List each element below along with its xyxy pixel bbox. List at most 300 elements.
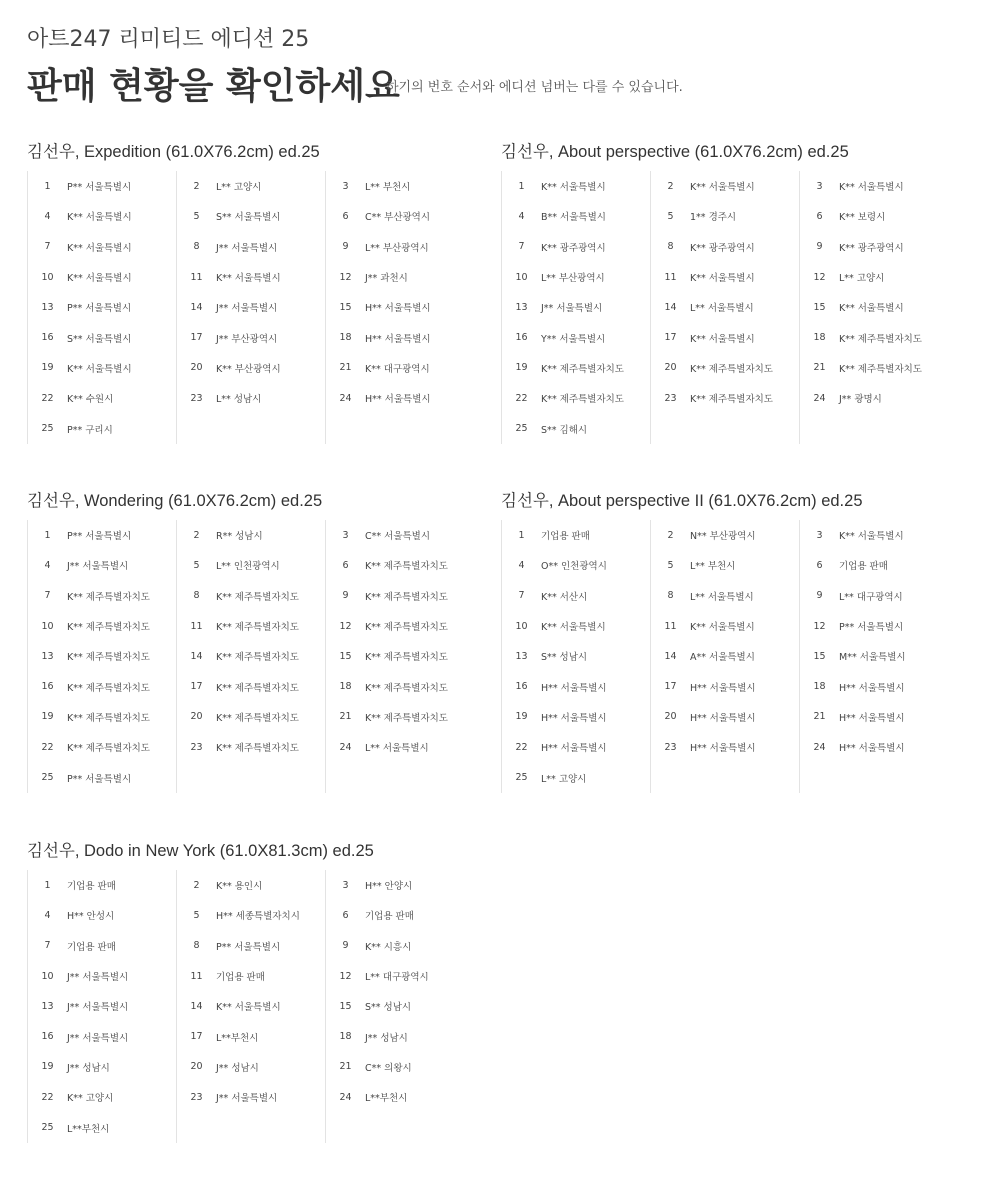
list-item — [326, 262, 474, 292]
buyer-location: J** 성남시 — [216, 1062, 259, 1074]
list-item — [326, 991, 474, 1021]
buyer-location: O** 인천광역시 — [541, 561, 607, 573]
list-item — [28, 1112, 176, 1142]
edition-number: 3 — [342, 879, 349, 891]
list-item — [502, 550, 650, 580]
edition-number: 6 — [816, 559, 823, 571]
buyer-location: L** 부산광역시 — [541, 273, 605, 285]
edition-number: 12 — [813, 620, 826, 632]
edition-number: 2 — [667, 180, 674, 192]
list-item — [326, 671, 474, 701]
edition-number: 21 — [339, 362, 352, 374]
buyer-location: P** 서울특별시 — [67, 531, 132, 543]
sales-column — [650, 520, 799, 793]
edition-number: 2 — [193, 180, 200, 192]
list-item — [326, 171, 474, 201]
buyer-location: K** 제주특별자치도 — [67, 652, 150, 664]
section-title: 김선우, About perspective II (61.0X76.2cm) ed.25 — [501, 492, 863, 510]
list-item — [177, 171, 325, 201]
edition-number: 6 — [342, 559, 349, 571]
buyer-location: K** 제주특별자치도 — [365, 712, 448, 724]
edition-number: 7 — [518, 590, 525, 602]
buyer-location: H** 서울특별시 — [839, 743, 905, 755]
buyer-location: C** 서울특별시 — [365, 531, 431, 543]
list-item — [28, 1021, 176, 1051]
edition-number: 18 — [813, 681, 826, 693]
sales-column — [799, 520, 948, 793]
edition-number: 9 — [342, 940, 349, 952]
list-item — [502, 641, 650, 671]
buyer-location: J** 광명시 — [839, 394, 882, 406]
buyer-location: J** 서울특별시 — [67, 1032, 129, 1044]
sales-column — [799, 171, 948, 444]
buyer-location: K** 서울특별시 — [216, 273, 281, 285]
buyer-location: H** 안성시 — [67, 911, 115, 923]
buyer-location: K** 서울특별시 — [839, 303, 904, 315]
buyer-location: P** 서울특별시 — [67, 303, 132, 315]
buyer-location: K** 제주특별자치도 — [67, 591, 150, 603]
edition-number: 10 — [515, 620, 528, 632]
list-item — [326, 870, 474, 900]
edition-number: 22 — [515, 741, 528, 753]
edition-number: 4 — [518, 559, 525, 571]
edition-number: 1 — [44, 529, 51, 541]
list-item — [28, 1052, 176, 1082]
edition-number: 20 — [664, 362, 677, 374]
sales-columns — [27, 870, 474, 1143]
list-item — [28, 702, 176, 732]
edition-number: 6 — [342, 909, 349, 921]
buyer-location: K** 광주광역시 — [839, 242, 904, 254]
sales-columns — [501, 171, 948, 444]
edition-number: 9 — [816, 241, 823, 253]
list-item — [651, 671, 799, 701]
buyer-location: H** 서울특별시 — [541, 682, 607, 694]
edition-number: 5 — [193, 909, 200, 921]
list-item — [502, 611, 650, 641]
buyer-location: K** 서울특별시 — [216, 1002, 281, 1014]
page-subtitle: 아트247 리미티드 에디션 25 — [27, 27, 310, 52]
buyer-location: K** 제주특별자치도 — [839, 363, 922, 375]
buyer-location: K** 서울특별시 — [690, 333, 755, 345]
buyer-location: K** 서산시 — [541, 591, 588, 603]
edition-number: 20 — [664, 711, 677, 723]
edition-section-about-perspective-ii — [501, 489, 906, 785]
section-title: 김선우, About perspective (61.0X76.2cm) ed.25 — [501, 143, 849, 161]
buyer-location: C** 부산광역시 — [365, 212, 431, 224]
buyer-location: H** 서울특별시 — [690, 682, 756, 694]
list-item — [326, 520, 474, 550]
edition-number: 11 — [664, 271, 677, 283]
edition-number: 25 — [41, 772, 54, 784]
buyer-location: K** 서울특별시 — [839, 182, 904, 194]
edition-number: 3 — [816, 180, 823, 192]
list-item — [28, 931, 176, 961]
buyer-location: K** 제주특별자치도 — [365, 652, 448, 664]
buyer-location: P** 서울특별시 — [67, 773, 132, 785]
edition-number: 17 — [664, 681, 677, 693]
list-item — [800, 671, 948, 701]
page-title: 판매 현황을 확인하세요 — [27, 66, 400, 107]
buyer-location: J** 서울특별시 — [67, 1002, 129, 1014]
buyer-location: L** 고양시 — [839, 273, 885, 285]
edition-number: 10 — [515, 271, 528, 283]
edition-number: 23 — [190, 1091, 203, 1103]
edition-number: 14 — [190, 650, 203, 662]
list-item — [800, 322, 948, 352]
buyer-location: K** 제주특별자치도 — [541, 363, 624, 375]
edition-section-about-perspective — [501, 140, 922, 436]
buyer-location: P** 서울특별시 — [67, 182, 132, 194]
edition-number: 5 — [667, 559, 674, 571]
list-item — [177, 581, 325, 611]
buyer-location: Y** 서울특별시 — [541, 333, 606, 345]
buyer-location: K** 제주특별자치도 — [67, 743, 150, 755]
buyer-location: L** 서울특별시 — [690, 303, 754, 315]
list-item — [28, 1082, 176, 1112]
edition-number: 8 — [193, 940, 200, 952]
sales-column — [176, 171, 325, 444]
buyer-location: H** 서울특별시 — [839, 682, 905, 694]
edition-number: 2 — [193, 879, 200, 891]
list-item — [651, 322, 799, 352]
list-item — [651, 520, 799, 550]
edition-number: 11 — [190, 970, 203, 982]
edition-number: 14 — [190, 301, 203, 313]
edition-number: 4 — [518, 210, 525, 222]
edition-section-dodo-in-new-york — [27, 839, 429, 1135]
list-item — [651, 201, 799, 231]
buyer-location: K** 제주특별자치도 — [216, 743, 299, 755]
buyer-location: K** 제주특별자치도 — [690, 363, 773, 375]
buyer-location: S** 서울특별시 — [216, 212, 281, 224]
list-item — [28, 201, 176, 231]
list-item — [800, 611, 948, 641]
buyer-location: S** 김해시 — [541, 424, 588, 436]
buyer-location: L** 서울특별시 — [365, 743, 429, 755]
edition-number: 5 — [193, 559, 200, 571]
edition-number: 3 — [816, 529, 823, 541]
edition-number: 13 — [41, 1000, 54, 1012]
buyer-location: H** 서울특별시 — [839, 712, 905, 724]
list-item — [177, 550, 325, 580]
buyer-location: K** 광주광역시 — [541, 242, 606, 254]
buyer-location: K** 서울특별시 — [839, 531, 904, 543]
sales-column — [27, 171, 176, 444]
buyer-location: L** 대구광역시 — [365, 972, 429, 984]
list-item — [326, 550, 474, 580]
edition-number: 1 — [518, 180, 525, 192]
edition-number: 21 — [339, 711, 352, 723]
buyer-location: K** 서울특별시 — [67, 212, 132, 224]
list-item — [651, 550, 799, 580]
buyer-location: L**부천시 — [365, 1093, 408, 1105]
edition-number: 24 — [339, 1091, 352, 1103]
list-item — [28, 762, 176, 792]
buyer-location: J** 부산광역시 — [216, 333, 278, 345]
edition-number: 19 — [41, 362, 54, 374]
edition-number: 22 — [515, 392, 528, 404]
buyer-location: J** 서울특별시 — [216, 1093, 278, 1105]
list-item — [28, 232, 176, 262]
list-item — [502, 732, 650, 762]
edition-number: 7 — [44, 590, 51, 602]
edition-number: 3 — [342, 529, 349, 541]
buyer-location: P** 서울특별시 — [216, 941, 281, 953]
list-item — [326, 292, 474, 322]
buyer-location: S** 서울특별시 — [67, 333, 132, 345]
edition-number: 24 — [813, 741, 826, 753]
list-item — [177, 870, 325, 900]
edition-number: 15 — [339, 301, 352, 313]
list-item — [177, 671, 325, 701]
buyer-location: K** 제주특별자치도 — [216, 591, 299, 603]
list-item — [502, 520, 650, 550]
list-item — [502, 201, 650, 231]
buyer-location: K** 제주특별자치도 — [365, 561, 448, 573]
buyer-location: A** 서울특별시 — [690, 652, 755, 664]
buyer-location: P** 구리시 — [67, 424, 113, 436]
buyer-location: K** 서울특별시 — [690, 622, 755, 634]
list-item — [326, 900, 474, 930]
edition-number: 24 — [339, 392, 352, 404]
edition-number: 16 — [515, 332, 528, 344]
list-item — [177, 201, 325, 231]
list-item — [651, 292, 799, 322]
list-item — [800, 520, 948, 550]
buyer-location: K** 서울특별시 — [67, 273, 132, 285]
page-note: 하기의 번호 순서와 에디션 넘버는 다를 수 있습니다. — [386, 80, 683, 95]
list-item — [177, 702, 325, 732]
list-item — [177, 991, 325, 1021]
sales-column — [176, 870, 325, 1143]
sales-column — [27, 870, 176, 1143]
edition-number: 17 — [190, 681, 203, 693]
edition-number: 5 — [667, 210, 674, 222]
edition-number: 9 — [816, 590, 823, 602]
edition-number: 1 — [44, 180, 51, 192]
edition-number: 2 — [193, 529, 200, 541]
buyer-location: H** 서울특별시 — [690, 712, 756, 724]
edition-number: 5 — [193, 210, 200, 222]
buyer-location: H** 세종특별자치시 — [216, 911, 300, 923]
edition-number: 12 — [339, 970, 352, 982]
edition-number: 9 — [342, 590, 349, 602]
edition-section-wondering — [27, 489, 448, 785]
edition-number: 11 — [664, 620, 677, 632]
list-item — [326, 961, 474, 991]
buyer-location: L**부천시 — [216, 1032, 259, 1044]
edition-number: 7 — [518, 241, 525, 253]
list-item — [800, 201, 948, 231]
edition-number: 1 — [44, 879, 51, 891]
list-item — [502, 322, 650, 352]
list-item — [651, 262, 799, 292]
buyer-location: K** 제주특별자치도 — [67, 682, 150, 694]
buyer-location: P** 서울특별시 — [839, 622, 904, 634]
list-item — [651, 732, 799, 762]
edition-number: 24 — [813, 392, 826, 404]
buyer-location: H** 서울특별시 — [365, 394, 431, 406]
edition-number: 6 — [816, 210, 823, 222]
list-item — [800, 581, 948, 611]
edition-number: 3 — [342, 180, 349, 192]
list-item — [177, 961, 325, 991]
edition-number: 25 — [515, 772, 528, 784]
list-item — [177, 383, 325, 413]
edition-number: 18 — [339, 332, 352, 344]
list-item — [326, 611, 474, 641]
edition-number: 20 — [190, 1061, 203, 1073]
list-item — [177, 732, 325, 762]
list-item — [502, 671, 650, 701]
list-item — [28, 732, 176, 762]
buyer-location: K** 제주특별자치도 — [216, 622, 299, 634]
list-item — [800, 732, 948, 762]
edition-number: 13 — [515, 650, 528, 662]
list-item — [177, 900, 325, 930]
list-item — [326, 232, 474, 262]
buyer-location: K** 제주특별자치도 — [690, 394, 773, 406]
list-item — [800, 292, 948, 322]
buyer-location: J** 서울특별시 — [67, 561, 129, 573]
buyer-location: K** 서울특별시 — [541, 622, 606, 634]
buyer-location: K** 서울특별시 — [67, 363, 132, 375]
section-title: 김선우, Expedition (61.0X76.2cm) ed.25 — [27, 143, 320, 161]
buyer-location: K** 시흥시 — [365, 941, 412, 953]
list-item — [502, 292, 650, 322]
edition-number: 24 — [339, 741, 352, 753]
list-item — [28, 262, 176, 292]
buyer-location: L** 고양시 — [216, 182, 262, 194]
buyer-location: J** 서울특별시 — [67, 972, 129, 984]
list-item — [28, 520, 176, 550]
list-item — [177, 353, 325, 383]
list-item — [28, 641, 176, 671]
list-item — [502, 702, 650, 732]
buyer-location: L** 서울특별시 — [690, 591, 754, 603]
buyer-location: 기업용 판매 — [365, 911, 414, 923]
edition-number: 23 — [190, 392, 203, 404]
list-item — [177, 611, 325, 641]
list-item — [326, 201, 474, 231]
edition-number: 25 — [41, 1122, 54, 1134]
edition-number: 23 — [664, 392, 677, 404]
list-item — [800, 641, 948, 671]
edition-number: 19 — [515, 362, 528, 374]
list-item — [502, 383, 650, 413]
edition-number: 15 — [813, 301, 826, 313]
edition-number: 10 — [41, 620, 54, 632]
buyer-location: K** 부산광역시 — [216, 363, 281, 375]
buyer-location: H** 서울특별시 — [365, 333, 431, 345]
buyer-location: K** 제주특별자치도 — [67, 712, 150, 724]
list-item — [28, 961, 176, 991]
edition-number: 22 — [41, 392, 54, 404]
buyer-location: K** 제주특별자치도 — [541, 394, 624, 406]
edition-number: 22 — [41, 741, 54, 753]
list-item — [651, 702, 799, 732]
edition-number: 14 — [664, 650, 677, 662]
list-item — [177, 1021, 325, 1051]
edition-number: 7 — [44, 241, 51, 253]
buyer-location: K** 제주특별자치도 — [365, 591, 448, 603]
edition-number: 16 — [41, 681, 54, 693]
edition-number: 15 — [339, 1000, 352, 1012]
list-item — [177, 322, 325, 352]
list-item — [28, 322, 176, 352]
edition-number: 16 — [41, 1031, 54, 1043]
list-item — [651, 611, 799, 641]
section-title: 김선우, Dodo in New York (61.0X81.3cm) ed.25 — [27, 842, 374, 860]
list-item — [28, 292, 176, 322]
list-item — [28, 581, 176, 611]
edition-number: 21 — [813, 711, 826, 723]
edition-number: 16 — [515, 681, 528, 693]
buyer-location: 기업용 판매 — [67, 881, 116, 893]
list-item — [28, 671, 176, 701]
edition-number: 11 — [190, 271, 203, 283]
buyer-location: K** 제주특별자치도 — [216, 652, 299, 664]
edition-number: 12 — [813, 271, 826, 283]
list-item — [326, 383, 474, 413]
sales-column — [501, 171, 650, 444]
edition-number: 18 — [339, 1031, 352, 1043]
edition-number: 25 — [41, 423, 54, 435]
list-item — [800, 171, 948, 201]
edition-number: 12 — [339, 271, 352, 283]
buyer-location: K** 제주특별자치도 — [365, 682, 448, 694]
buyer-location: L** 부천시 — [690, 561, 736, 573]
buyer-location: J** 과천시 — [365, 273, 408, 285]
edition-number: 10 — [41, 970, 54, 982]
list-item — [28, 870, 176, 900]
edition-number: 17 — [190, 332, 203, 344]
list-item — [651, 232, 799, 262]
sales-column — [325, 870, 474, 1143]
edition-number: 23 — [664, 741, 677, 753]
list-item — [28, 383, 176, 413]
buyer-location: 기업용 판매 — [67, 941, 116, 953]
edition-number: 23 — [190, 741, 203, 753]
edition-number: 19 — [515, 711, 528, 723]
buyer-location: H** 서울특별시 — [690, 743, 756, 755]
list-item — [651, 353, 799, 383]
list-item — [502, 262, 650, 292]
list-item — [651, 581, 799, 611]
list-item — [326, 581, 474, 611]
edition-number: 9 — [342, 241, 349, 253]
list-item — [28, 353, 176, 383]
list-item — [177, 1052, 325, 1082]
list-item — [502, 581, 650, 611]
buyer-location: J** 성남시 — [365, 1032, 408, 1044]
buyer-location: L** 부천시 — [365, 182, 411, 194]
edition-number: 2 — [667, 529, 674, 541]
edition-section-expedition — [27, 140, 431, 436]
buyer-location: 기업용 판매 — [216, 972, 265, 984]
buyer-location: K** 광주광역시 — [690, 242, 755, 254]
sales-columns — [27, 520, 474, 793]
buyer-location: H** 서울특별시 — [541, 743, 607, 755]
list-item — [800, 353, 948, 383]
edition-number: 12 — [339, 620, 352, 632]
edition-number: 8 — [193, 590, 200, 602]
buyer-location: B** 서울특별시 — [541, 212, 606, 224]
list-item — [800, 232, 948, 262]
list-item — [326, 702, 474, 732]
edition-number: 4 — [44, 909, 51, 921]
